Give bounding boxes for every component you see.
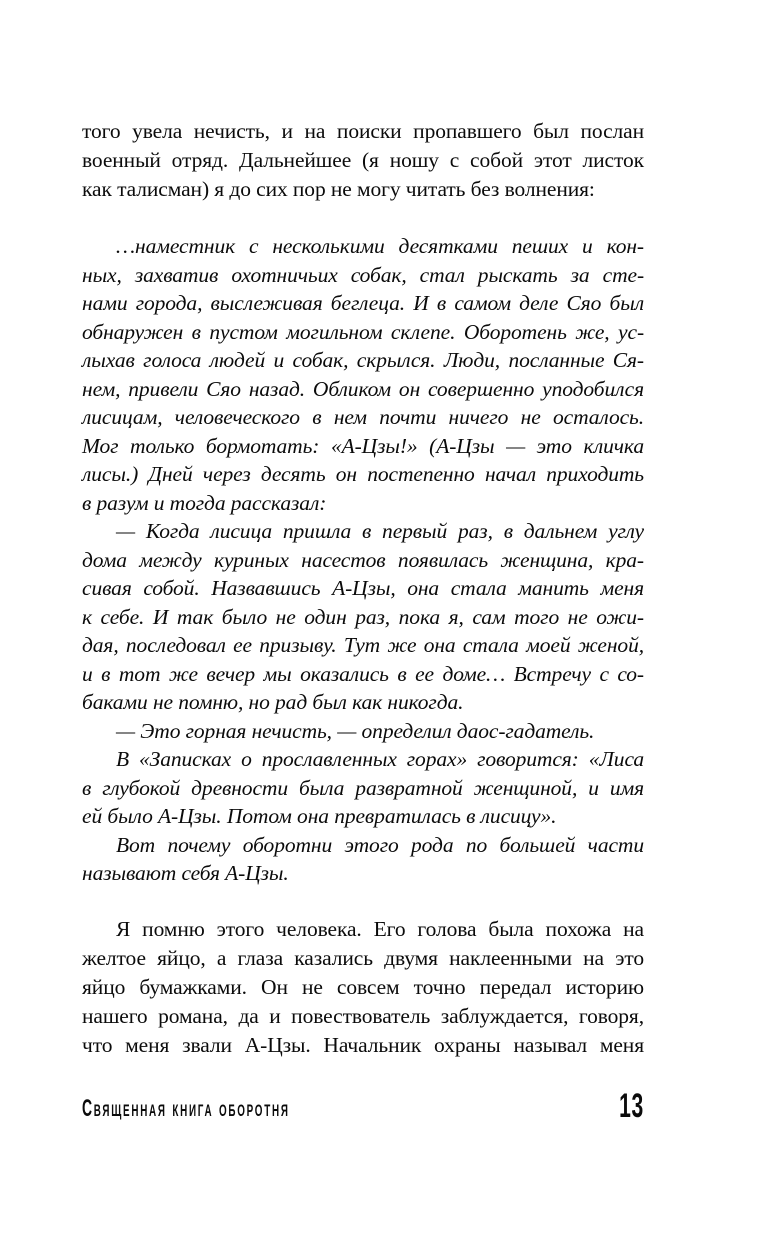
text-line: Я помню этого человека. Его голова была похожа на	[116, 916, 644, 941]
text-line: к себе. И так было не один раз, пока я, сам того не ожи-	[82, 604, 644, 629]
text-line: желтое яйцо, а глаза казались двумя наклеенными на это	[82, 945, 644, 970]
text-line: В «Записках о прославленных горах» говорится: «Лиса	[116, 747, 644, 771]
text-line: дая, последовал ее призыву. Тут же она стала моей женой,	[82, 633, 644, 657]
text-line: называют себя А-Цзы.	[82, 861, 289, 885]
page-footer	[82, 1089, 644, 1125]
text-line: лисы.) Дней через десять он постепенно начал приходить	[82, 462, 644, 486]
text-line: того увела нечисть, и на поиски пропавшего был послан	[82, 119, 644, 143]
text-line: лисицам, человеческого в нем почти ничего не осталось.	[82, 405, 644, 429]
text-line: нем, привели Сяо назад. Обликом он совершенно уподобился	[82, 376, 644, 401]
text-line: дома между куриных насестов появилась женщина, кра-	[82, 547, 644, 572]
text-line: Вот почему оборотни этого рода по большей части	[116, 832, 644, 857]
text-line: военный отряд. Дальнейшее (я ношу с собой этот листок	[82, 148, 644, 172]
text-line: нами города, выслеживая беглеца. И в самом деле Сяо был	[82, 291, 644, 315]
text-line: что меня звали А-Цзы. Начальник охраны называл меня	[82, 1032, 644, 1057]
text-line: ных, захватив охотничьих собак, стал рыскать за сте-	[82, 262, 644, 287]
text-line: в глубокой древности была развратной женщиной, и имя	[82, 775, 644, 800]
text-column	[82, 117, 644, 1060]
text-line: сивая собой. Назвавшись А-Цзы, она стала манить меня	[82, 576, 644, 600]
text-line: — Это горная нечисть, — определил даос-гадатель.	[116, 718, 595, 743]
text-line: в разум и тогда рассказал:	[82, 490, 327, 515]
text-line: Мог только бормотать: «А-Цзы!» (А-Цзы — это кличка	[82, 433, 644, 458]
opening-paragraph	[82, 117, 644, 204]
text-line: баками не помню, но рад был как никогда.	[82, 690, 464, 714]
text-line: — Когда лисица пришла в первый раз, в дальнем углу	[116, 519, 644, 543]
text-line: …наместник с несколькими десятками пеших и кон-	[116, 234, 644, 258]
text-line: и в тот же вечер мы оказались в ее доме… Встречу с со-	[82, 661, 644, 686]
text-line: нашего романа, да и повествователь заблуждается, говоря,	[82, 1003, 644, 1028]
text-line: обнаружен в пустом могильном склепе. Оборотень же, ус-	[82, 319, 644, 344]
quote-block	[82, 232, 644, 888]
text-line: лыхав голоса людей и собак, скрылся. Люди, посланные Ся-	[82, 348, 644, 372]
text-line: яйцо бумажками. Он не совсем точно передал историю	[82, 974, 644, 999]
closing-paragraph	[82, 915, 644, 1060]
page-number: 13	[619, 1087, 644, 1125]
running-title: Священная книга оборотня	[82, 1095, 290, 1122]
text-line: как талисман) я до сих пор не могу читать без волнения:	[82, 177, 595, 201]
text-line: ей было А-Цзы. Потом она превратилась в лисицу».	[82, 804, 557, 828]
